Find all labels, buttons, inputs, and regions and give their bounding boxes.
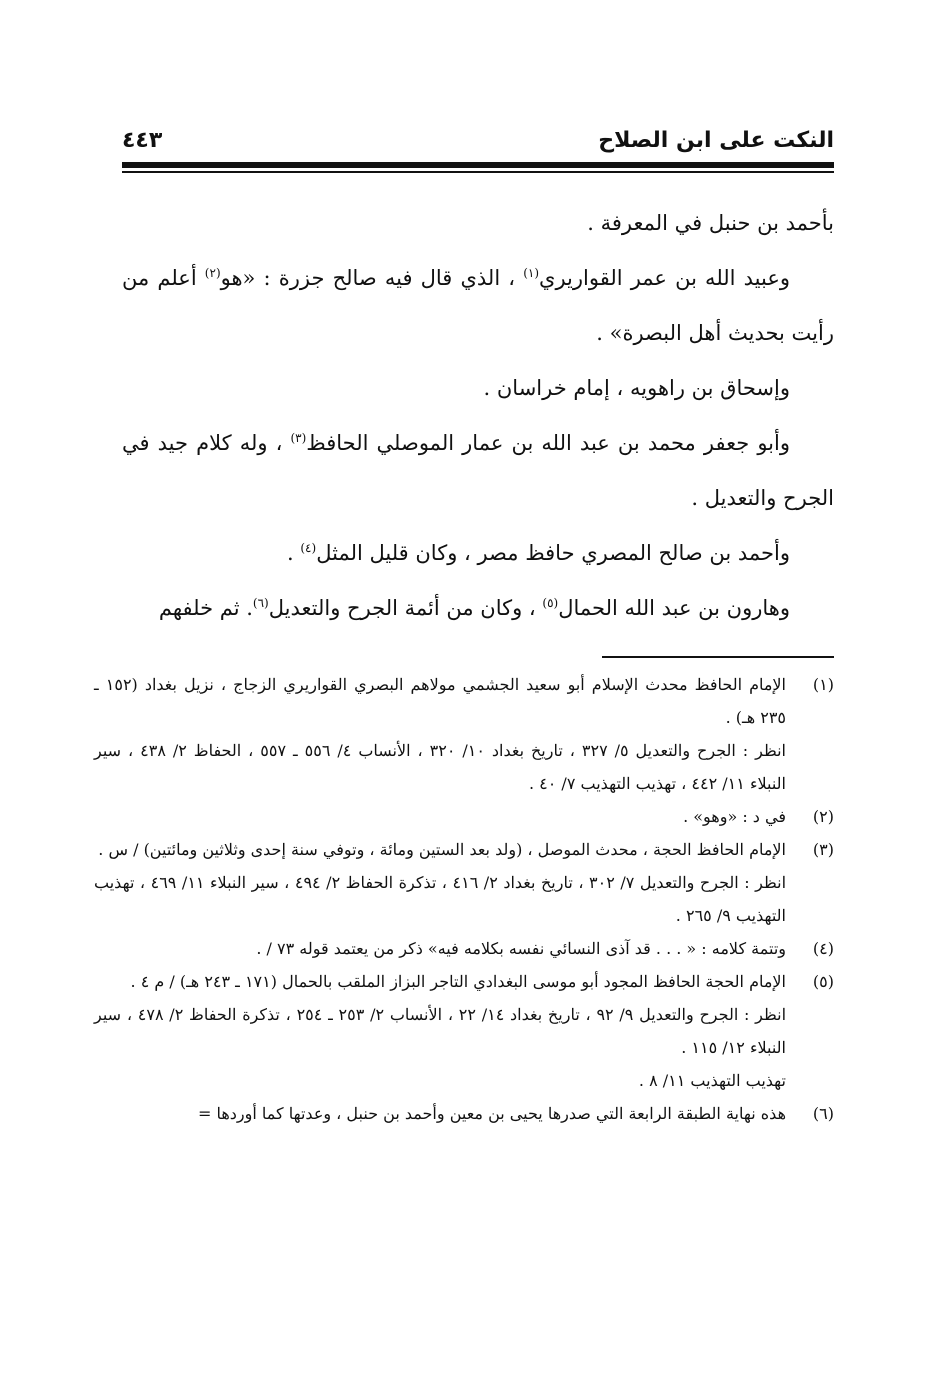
footnote-text: الإمام الحافظ الحجة ، محدث الموصل ، (ولد بعد الستين ومائة ، وتوفي سنة إحدى وثلاثين ومائتين) / س . [98,840,786,859]
footnote-text: وتتمة كلامه : « . . . قد آذى النسائي نفسه بكلامه فيه» ذكر من يعتمد قوله ٧٣ / . [256,939,786,958]
running-title: النكت على ابن الصلاح [598,128,834,153]
footnote-number: (٣) [812,840,834,859]
paragraph-1: بأحمد بن حنبل في المعرفة . [587,211,834,235]
footnote-number: (٤) [812,939,834,958]
footnote-reference: انظر : الجرح والتعديل ٧/ ٣٠٢ ، تاريخ بغداد ٢/ ٤١٦ ، تذكرة الحفاظ ٢/ ٤٩٤ ، سير النبلاء ١١/ ٤٦٩ ، تهذيب التهذيب ٩/ ٢٦٥ . [94,873,787,925]
header-rule-thick [122,162,834,168]
footnote-4 [94,932,834,965]
footnote-number: (٢) [812,807,834,826]
paragraph-3: وإسحاق بن راهويه ، إمام خراسان . [483,376,790,400]
paragraph-4: وأبو جعفر محمد بن عبد الله بن عمار الموصلي الحافظ$^{(٣)}$ ، وله كلام جيد في الجرح والتعديل . [122,431,834,510]
footnote-3 [94,833,834,932]
footnote-number: (٥) [812,972,834,991]
footnote-text: الإمام الحافظ محدث الإسلام أبو سعيد الجشمي مولاهم البصري القواريري الزجاج ، نزيل بغداد (١٥٢ ـ ٢٣٥ هـ) . [94,675,787,727]
page-number: ٤٤٣ [122,128,163,153]
footnote-separator [602,656,834,658]
footnote-reference: انظر : الجرح والتعديل ٩/ ٩٢ ، تاريخ بغداد ١٤/ ٢٢ ، الأنساب ٢/ ٢٥٣ ـ ٢٥٤ ، تذكرة الحفاظ ٢/ ٤٧٨ ، سير النبلاء ١٢/ ١١٥ . [94,1005,787,1057]
footnote-marker-3[interactable]: (٣) [290,431,307,445]
footnote-text: هذه نهاية الطبقة الرابعة التي صدرها يحيى بن معين وأحمد بن حنبل ، وعدتها كما أوردها = [197,1104,786,1123]
page-header [122,128,834,162]
main-text [122,196,834,636]
footnote-number: (١) [812,675,834,694]
footnote-marker-5[interactable]: (٥) [542,596,559,610]
footnote-text: في د : «وهو» . [683,807,786,826]
footnote-1 [94,668,834,800]
paragraph-6: وهارون بن عبد الله الحمال$^{(٥)}$ ، وكان من أئمة الجرح والتعديل$^{(٦)}$. ثم خلفهم [158,596,790,620]
footnote-number: (٦) [812,1104,834,1123]
footnote-marker-2[interactable]: (٢) [204,266,221,280]
header-rule-thin [122,171,834,173]
footnote-2 [94,800,834,833]
footnote-marker-6[interactable]: (٦) [252,596,269,610]
footnote-reference: انظر : الجرح والتعديل ٥/ ٣٢٧ ، تاريخ بغداد ١٠/ ٣٢٠ ، الأنساب ٤/ ٥٥٦ ـ ٥٥٧ ، الحفاظ ٢/ ٤٣٨ ، سير النبلاء ١١/ ٤٤٢ ، تهذيب التهذيب ٧/ ٤٠ . [94,741,786,793]
footnote-text: الإمام الحجة الحافظ المجود أبو موسى البغدادي التاجر البزاز الملقب بالحمال (١٧١ ـ ٢٤٣ هـ) / م ٤ . [130,972,786,991]
footnote-reference-2: تهذيب التهذيب ١١/ ٨ . [638,1071,786,1090]
paragraph-2: وعبيد الله بن عمر القواريري$^{(١)}$ ، الذي قال فيه صالح جزرة : «هو$^{(٢)}$ أعلم من رأيت بحديث أهل البصرة» . [122,266,834,345]
footnotes [94,668,834,1130]
footnote-marker-4[interactable]: (٤) [300,541,317,555]
paragraph-5: وأحمد بن صالح المصري حافظ مصر ، وكان قليل المثل$^{(٤)}$ . [287,541,790,565]
footnote-marker-1[interactable]: (١) [523,266,540,280]
footnote-5 [94,965,834,1097]
footnote-6 [94,1097,834,1130]
